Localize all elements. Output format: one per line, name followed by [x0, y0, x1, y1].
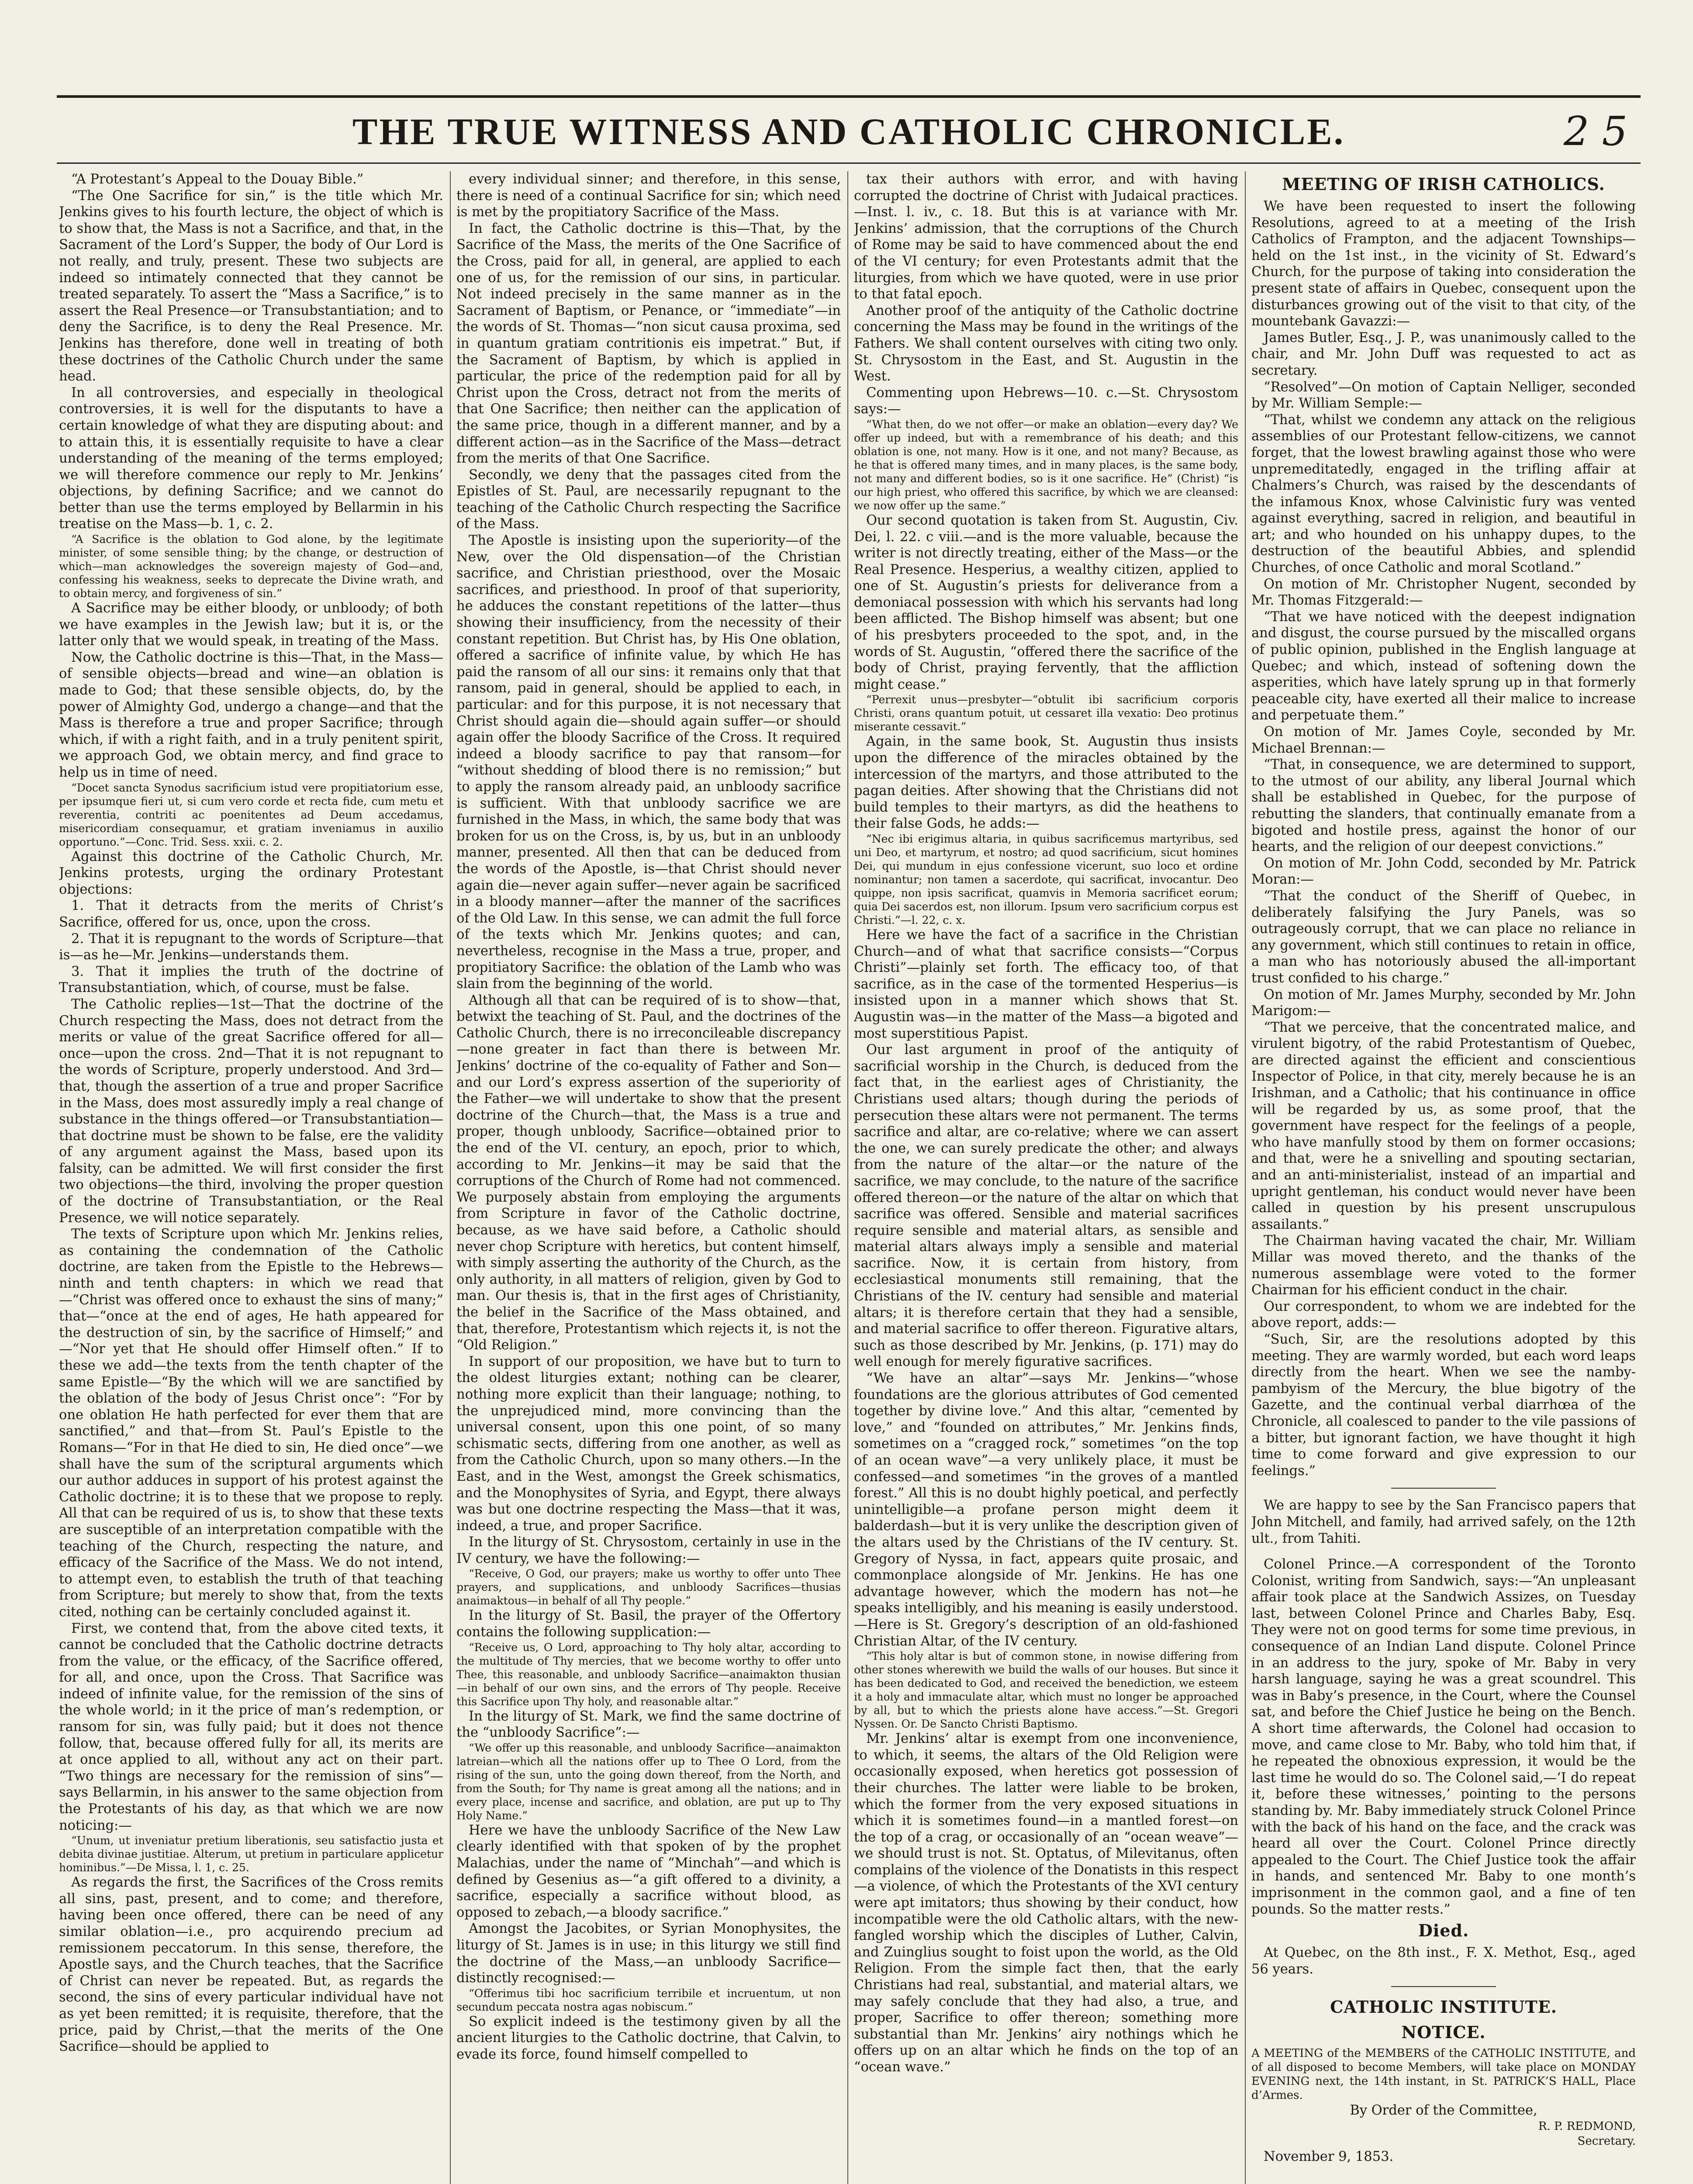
- quotation: “We offer up this reasonable, and unbloody Sacrifice—anaimakton latreian—which all the nations offer up to Thee O Lord, from the rising of the sun, unto the going down thereof, from the North, and from the South; for Thy name is great among all the nations; and in every place, incense and sacrifice, and oblation, are put up to Thy Holy Name.”: [456, 1741, 841, 1822]
- paragraph: Mr. Jenkins’ altar is exempt from one inconvenience, to which, it seems, the altars of the Old Religion were occasionally exposed, when heretics got possession of their churches. The latter were liable to be broken, which the former from the very exposed situations in which it is sometimes found—in a mantled forest—on the top of a crag, or occasionally of an “ocean weave”—we should trust is not. St. Optatus, of Milevitanus, often complains of the violence of the Donatists in this respect—a violence, of which the Protestants of the XVI century were apt imitators; thus showing by their conduct, how incompatible were the old Catholic altars, with the new-fangled worship which the disciples of Luther, Calvin, and Zuinglius sought to foist upon the world, as the Old Religion. From the simple fact then, that the early Christians had real, substantial, and material altars, we may safely conclude that they had also, a true, and proper, Sacrifice to offer thereon; something more substantial than Mr. Jenkins’ airy nothings which he offers up on an altar which he finds on the top of an “ocean wave.”: [854, 1731, 1238, 2075]
- paragraph: In fact, the Catholic doctrine is this—That, by the Sacrifice of the Mass, the merits of the One Sacrifice of the Cross, paid for all, in general, are applied to each one of us, for the remission of our sins, in particular. Not indeed precisely in the same manner as in the Sacrament of Baptism, or Penance, or “immediate”—in the words of St. Thomas—“non sicut causa proxima, sed in quantum gratiam contritionis eis impetrat.” But, if the Sacrament of Baptism, by which is applied in particular, the price of the redemption paid for all by Christ upon the Cross, detract not from the merits of that One Sacrifice; then neither can the application of the same price, though in a different manner, and by a different action—as in the Sacrifice of the Mass—detract from the merits of that One Sacrifice.: [456, 221, 841, 467]
- paragraph: At Quebec, on the 8th inst., F. X. Methot, Esq., aged 56 years.: [1251, 1945, 1636, 1977]
- paragraph: Against this doctrine of the Catholic Church, Mr. Jenkins protests, urging the ordinary Protestant objections:: [59, 849, 443, 897]
- paragraph: On motion of Mr. James Murphy, seconded by Mr. John Marigom:—: [1251, 987, 1636, 1019]
- quotation: “Receive us, O Lord, approaching to Thy holy altar, according to the multitude of Thy mercies, that we become worthy to offer unto Thee, this reasonable, and unbloody Sacrifice—anaimakton thusian—in behalf of our own sins, and the errors of Thy people. Receive this Sacrifice upon Thy holy, and reasonable altar.”: [456, 1641, 841, 1708]
- paragraph: As regards the first, the Sacrifices of the Cross remits all sins, past, present, and to come; and therefore, having been once offered, there can be need of any similar oblation—i.e., pro acquirendo precium ad remissionem peccatorum. In this sense, therefore, the Apostle says, and the Church teaches, that the Sacrifice of Christ can never be repeated. But, as regards the second, the sins of every particular individual have not as yet been remitted; it is requisite, therefore, that the price, paid by Christ,—that the merits of the One Sacrifice—should be applied to: [59, 1875, 443, 2055]
- paragraph: Colonel Prince.—A correspondent of the Toronto Colonist, writing from Sandwich, says:—“An unpleasant affair took place at the Sandwich Assizes, on Tuesday last, between Colonel Prince and Charles Baby, Esq. They were not on good terms for some time previous, in consequence of an Indian Land dispute. Colonel Prince in an address to the jury, spoke of Mr. Baby in very harsh language, saying he was a great scoundrel. This was in Baby’s presence, in the Court, where the Counsel sat, and before the Chief Justice he being on the Bench. A short time afterwards, the Colonel had occasion to move, and came close to Mr. Baby, who told him that, if he repeated the obnoxious expression, it would be the last time he would do so. The Colonel said,—‘I do repeat it, before these witnesses,’ pointing to the persons standing by. Mr. Baby immediately struck Colonel Prince with the back of his hand on the face, and the crack was heard all over the Court. Colonel Prince directly appealed to the Court. The Chief Justice took the affair in hands, and sentenced Mr. Baby to one month’s imprisonment in the common gaol, and a fine of ten pounds. So the matter rests.”: [1251, 1557, 1636, 1917]
- paragraph: Secondly, we deny that the passages cited from the Epistles of St. Paul, are necessarily repugnant to the teaching of the Catholic Church respecting the Sacrifice of the Mass.: [456, 467, 841, 532]
- paragraph: tax their authors with error, and with having corrupted the doctrine of Christ with Judaical practices.—Inst. l. iv., c. 18. But this is at variance with Mr. Jenkins’ admission, that the corruptions of the Church of Rome may be said to have commenced about the end of the VI century; for even Protestants admit that the liturgies, from which we have quoted, were in use prior to that fatal epoch.: [854, 172, 1238, 302]
- paragraph: The texts of Scripture upon which Mr. Jenkins relies, as containing the condemnation of the Catholic doctrine, are taken from the Epistle to the Hebrews—ninth and tenth chapters: in which we read that—“Christ was offered once to exhaust the sins of many;” that—“once at the end of ages, He hath appeared for the destruction of sin, by the sacrifice of Himself;” and—“Nor yet that He should offer Himself often.” If to these we add—the texts from the tenth chapter of the same Epistle—“By the which will we are sanctified by the oblation of the body of Jesus Christ once”: “For by one oblation He hath perfected for ever them that are sanctified,” and that—from St. Paul’s Epistle to the Romans—“For in that He died to sin, He died once”—we shall have the sum of the scriptural arguments which our author adduces in support of his protest against the Catholic doctrine; it is to these that we propose to reply. All that can be required of us is, to show that these texts are susceptible of an interpretation compatible with the teaching of the Church, respecting the nature, and efficacy of the Sacrifice of the Mass. We do not intend, to attempt even, to establish the truth of that teaching from Scripture; but merely to show that, from the texts cited, nothing can be certainly concluded against it.: [59, 1227, 443, 1620]
- paragraph: 1. That it detracts from the merits of Christ’s Sacrifice, offered for us, once, upon the cross.: [59, 898, 443, 930]
- paragraph: “That, in consequence, we are determined to support, to the utmost of our ability, any liberal Journal which shall be established in Quebec, for the purpose of rebutting the slanders, that continually emanate from a bigoted and hostile press, against the honor of our hearts, and the religion of our deepest convictions.”: [1251, 757, 1636, 855]
- paragraph: “That, whilst we condemn any attack on the religious assemblies of our Protestant fellow-citizens, we cannot forget, that the lowest brawling against those who were unpremeditatedly, engaged in the trifling affair at Chalmers’s Church, was raised by the descendants of the infamous Knox, whose Calvinistic fury was vented against everything, sacred in religion, and beautiful in art; and who hounded on his unhappy dupes, to the destruction of the beautiful Abbies, and splendid Churches, of once Catholic and moral Scotland.”: [1251, 412, 1636, 576]
- column-2: [456, 171, 841, 2184]
- column-1: [59, 171, 443, 2184]
- paragraph: On motion of Mr. Christopher Nugent, seconded by Mr. Thomas Fitzgerald:—: [1251, 576, 1636, 608]
- quotation: “A Sacrifice is the oblation to God alone, by the legitimate minister, of some sensible thing; by the change, or destruction of which—man acknowledges the sovereign majesty of God—and, confessing his weakness, seeks to deprecate the Divine wrath, and to obtain mercy, and forgiveness of sin.”: [59, 533, 443, 600]
- notice-signature: R. P. REDMOND,: [1538, 2119, 1636, 2133]
- article-heading: “A Protestant’s Appeal to the Douay Bible.”: [71, 172, 364, 187]
- paragraph: Commenting upon Hebrews—10. c.—St. Chrysostom says:—: [854, 385, 1238, 417]
- notice-order: By Order of the Committee,: [1350, 2103, 1538, 2118]
- paragraph: We have been requested to insert the following Resolutions, agreed to at a meeting of the Irish Catholics of Frampton, and the adjacent Townships—held on the 1st inst., in the vicinity of St. Edward’s Church, for the purpose of taking into consideration the present state of affairs in Quebec, consequent upon the disturbances growing out of the visit to that city, of the mountebank Gavazzi:—: [1251, 199, 1636, 329]
- notice-signature-title: Secretary.: [1577, 2134, 1636, 2148]
- paragraph: The Chairman having vacated the chair, Mr. William Millar was moved thereto, and the thanks of the numerous assemblage were voted to the former Chairman for his efficient conduct in the chair.: [1251, 1233, 1636, 1298]
- paragraph: We are happy to see by the San Francisco papers that John Mitchell, and family, had arrived safely, on the 12th ult., from Tahiti.: [1251, 1498, 1636, 1546]
- paragraph: Again, in the same book, St. Augustin thus insists upon the difference of the miracles obtained by the intercession of the martyrs, and those attributed to the pagan deities. After showing that the Christians did not build temples to their martyrs, as did the heathens to their false Gods, he adds:—: [854, 734, 1238, 832]
- paragraph: Another proof of the antiquity of the Catholic doctrine concerning the Mass may be found in the writings of the Fathers. We shall content ourselves with citing two only. St. Chrysostom in the East, and St. Augustin in the West.: [854, 303, 1238, 384]
- paragraph: On motion of Mr. James Coyle, seconded by Mr. Michael Brennan:—: [1251, 724, 1636, 756]
- paragraph: “That we have noticed with the deepest indignation and disgust, the course pursued by the miscalled organs of public opinion, published in the English language at Quebec; and which, instead of softening down the asperities, which have lately sprung up in that formerly peaceable city, have exerted all their malice to increase and perpetuate them.”: [1251, 609, 1636, 723]
- paragraph: Here we have the unbloody Sacrifice of the New Law clearly identified with that spoken of by the prophet Malachias, under the name of “Minchah”—and which is defined by Gesenius as—“a gift offered to a divinity, a sacrifice, especially a sacrifice without blood, as opposed to zebach,—a bloody sacrifice.”: [456, 1822, 841, 1920]
- column-4: [1251, 171, 1636, 2184]
- quotation: “Unum, ut inveniatur pretium liberationis, seu satisfactio justa et debita divinae justitiae. Alterum, ut pretium in particulare applicetur hominibus.”—De Missa, l. 1, c. 25.: [59, 1834, 443, 1874]
- paragraph: “Resolved”—On motion of Captain Nelliger, seconded by Mr. William Semple:—: [1251, 379, 1636, 411]
- paragraph: In all controversies, and especially in theological controversies, it is well for the disputants to have a certain knowledge of what they are disputing about: and to attain this, it is essentially requisite to have a clear understanding of the meaning of the terms employed; we will therefore commence our reply to Mr. Jenkins’ objections, by defining Sacrifice; and we cannot do better than use the terms employed by Bellarmin in his treatise on the Mass—b. 1, c. 2.: [59, 385, 443, 532]
- meeting-heading: MEETING OF IRISH CATHOLICS.: [1282, 174, 1605, 194]
- paragraph: In support of our proposition, we have but to turn to the oldest liturgies extant; nothing can be clearer, nothing more explicit than their language; nothing, to the unprejudiced mind, more convincing than the universal consent, upon this one point, of so many schismatic sects, differing from one another, as well as from the Catholic Church, upon so many others.—In the East, and in the West, amongst the Greek schismatics, and the Monophysites of Syria, and Egypt, there always was but one doctrine respecting the Mass—that it was, indeed, a true, and proper Sacrifice.: [456, 1354, 841, 1534]
- masthead-top-rule: [57, 95, 1641, 98]
- section-divider: [1391, 1986, 1496, 1987]
- paragraph: “That the conduct of the Sheriff of Quebec, in deliberately falsifying the Jury Panels, was so outrageously corrupt, that we can place no reliance in any government, which still continues to retain in office, a man who has notoriously abused the all-important trust confided to his charge.”: [1251, 888, 1636, 986]
- paragraph: On motion of Mr. John Codd, seconded by Mr. Patrick Moran:—: [1251, 855, 1636, 888]
- paragraph: 3. That it implies the truth of the doctrine of Transubstantiation, which, of course, must be false.: [59, 964, 443, 996]
- paragraph: So explicit indeed is the testimony given by all the ancient liturgies to the Catholic doctrine, that Calvin, to evade its force, found himself compelled to: [456, 2014, 841, 2062]
- paragraph: “The One Sacrifice for sin,” is the title which Mr. Jenkins gives to his fourth lecture, the object of which is to show that, the Mass is not a Sacrifice, and that, in the Sacrament of the Lord’s Supper, the body of Our Lord is not really, and truly, present. These two subjects are indeed so intimately connected that they cannot be treated separately. To assert the “Mass a Sacrifice,” is to assert the Real Presence—or Transubstantiation; and to deny the Sacrifice, is to deny the Real Presence. Mr. Jenkins has therefore, done well in treating of both these doctrines of the Catholic Church under the same head.: [59, 188, 443, 384]
- quotation: “Perrexit unus—presbyter—“obtulit ibi sacrificium corporis Christi, orans quantum potuit, ut cessaret illa vexatio: Deo protinus miserante cessavit.”: [854, 693, 1238, 733]
- paragraph: First, we contend that, from the above cited texts, it cannot be concluded that the Catholic doctrine detracts from the value, or the efficacy, of the Sacrifice offered, for all, and once, upon the Cross. That Sacrifice was indeed of infinite value, for the remission of the sins of the whole world; in it the price of man’s redemption, or ransom for sin, was fully paid; but it does not thence follow, that, because offered fully for all, its merits are at once applied to all, without any act on their part. “Two things are necessary for the remission of sins”—says Bellarmin, in his answer to the same objection from the Protestants of his day, as that which we are now noticing:—: [59, 1621, 443, 1833]
- page-columns: [59, 171, 1636, 2184]
- paragraph: The Apostle is insisting upon the superiority—of the New, over the Old dispensation—of the Christian sacrifice, and Christian priesthood, over the Mosaic sacrifices, and priesthood. In proof of that superiority, he adduces the constant repetitions of the latter—thus showing their insufficiency, from the necessity of their constant repetition. But Christ has, by His One oblation, offered a sacrifice of infinite value, by which He has paid the ransom of all our sins: it remains only that that ransom, paid in general, should be applied to each, in particular: and for this purpose, it is not necessary that Christ should again die—should again suffer—or should again offer the bloody Sacrifice of the Cross. It required indeed a bloody sacrifice to pay that ransom—for “without shedding of blood there is no remission;” but to apply the ransom already paid, an unbloody sacrifice is sufficient. With that unbloody sacrifice we are furnished in the Mass, in which, the same body that was broken for us on the Cross, is, by us, but in an unbloody manner, presented. All then that can be deduced from the words of the Apostle, is—that Christ should never again die—never again suffer—never again be sacrificed in a bloody manner—after the manner of the sacrifices of the Old Law. In this sense, we can admit the full force of the texts which Mr. Jenkins quotes; and can, nevertheless, recognise in the Mass a true, proper, and propitiatory Sacrifice: the oblation of the Lamb who was slain from the beginning of the world.: [456, 533, 841, 992]
- died-heading: Died.: [1418, 1921, 1469, 1941]
- paragraph: Our second quotation is taken from St. Augustin, Civ. Dei, l. 22. c viii.—and is the more valuable, because the writer is not directly treating, either of the Mass—or the Real Presence. Hesperius, a wealthy citizen, applied to one of St. Augustin’s priests for deliverance from a demoniacal possession with which his servants had long been afflicted. The Bishop himself was absent; but one of his presbyters proceeded to the spot, and, in the words of St. Augustin, “offered there the sacrifice of the body of Christ, praying fervently, that the affliction might cease.”: [854, 512, 1238, 692]
- paragraph: Now, the Catholic doctrine is this—That, in the Mass—of sensible objects—bread and wine—an oblation is made to God; that these sensible objects, do, by the power of Almighty God, undergo a change—and that the Mass is therefore a true and proper Sacrifice; through which, if with a right faith, and in a truly penitent spirit, we approach God, we obtain mercy, and find grace to help us in time of need.: [59, 650, 443, 780]
- paragraph: In the liturgy of St. Mark, we find the same doctrine of the “unbloody Sacrifice”:—: [456, 1708, 841, 1741]
- paragraph: “We have an altar”—says Mr. Jenkins—“whose foundations are the glorious attributes of God cemented together by divine love.” And this altar, “cemented by love,” and “founded on attributes,” Mr. Jenkins finds, sometimes on a “cragged rock,” sometimes “on the top of an ocean wave”—a very unlikely place, it must be confessed—and sometimes “in the groves of a mantled forest.” All this is no doubt highly poetical, and perfectly unintelligible—a profane person might deem it balderdash—but it is very unlike the description given of the altars used by the Christians of the IV century. St. Gregory of Nyssa, in fact, appears quite prosaic, and commonplace alongside of Mr. Jenkins. He has one advantage however, which the modern has not—he speaks intelligibly, and his meaning is easily understood.—Here is St. Gregory’s description of an old-fashioned Christian Altar, of the IV century.: [854, 1371, 1238, 1649]
- paragraph: Amongst the Jacobites, or Syrian Monophysites, the liturgy of St. James is in use; in this liturgy we still find the doctrine of the Mass,—an unbloody Sacrifice—distinctly recognised:—: [456, 1921, 841, 1986]
- paragraph: James Butler, Esq., J. P., was unanimously called to the chair, and Mr. John Duff was requested to act as secretary.: [1251, 330, 1636, 378]
- quotation: “Nec ibi erigimus altaria, in quibus sacrificemus martyribus, sed uni Deo, et martyrum, et nostro; ad quod sacrificium, sicut homines Dei, qui mundum in ejus confessione vicerunt, suo loco et ordine nominantur; non tamen a sacerdote, qui sacrificat, invocantur. Deo quippe, non ipsis sacrificat, quamvis in Memoria sacrificet eorum; quia Dei sacerdos est, non illorum. Ipsum vero sacrificium corpus est Christi.”—l. 22, c. x.: [854, 833, 1238, 926]
- paragraph: 2. That it is repugnant to the words of Scripture—that is—as he—Mr. Jenkins—understands them.: [59, 931, 443, 963]
- quotation: “What then, do we not offer—or make an oblation—every day? We offer up indeed, but with a remembrance of his death; and this oblation is one, not many. How is it one, and not many? Because, as he that is offered many times, and in many places, is the same body, not many and different bodies, so is it one sacrifice. He” (Christ) “is our high priest, who offered this sacrifice, by which we are cleansed: we now offer up the same.”: [854, 418, 1238, 512]
- quotation: “Docet sancta Synodus sacrificium istud vere propitiatorium esse, per ipsumque fieri ut, si cum vero corde et recta fide, cum metu et reverentia, contriti ac poenitentes ad Deum accedamus, misericordiam consequamur, et gratiam inveniamus in auxilio opportuno.”—Conc. Trid. Sess. xxii. c. 2.: [59, 781, 443, 848]
- paragraph: Although all that can be required of is to show—that, betwixt the teaching of St. Paul, and the doctrines of the Catholic Church, there is no irreconcileable discrepancy—none greater in fact than there is between Mr. Jenkins’ doctrine of the co-equality of Father and Son—and our Lord’s express assertion of the superiority of the Father—we will undertake to show that the present doctrine of the Church—that, the Mass is a true and proper, though unbloody, Sacrifice—obtained prior to the end of the VI. century, an epoch, prior to which, according to Mr. Jenkins—it may be said that the corruptions of the Church of Rome had not commenced. We purposely abstain from employing the arguments from Scripture in favor of the Catholic doctrine, because, as we have said before, a Catholic should never chop Scripture with heretics, but content himself, with simply asserting the authority of the Church, as the only authority, in all matters of religion, given by God to man. Our thesis is, that in the first ages of Christianity, the belief in the Sacrifice of the Mass obtained, and that, therefore, Protestantism which rejects it, is not the “Old Religion.”: [456, 992, 841, 1353]
- notice-date: November 9, 1853.: [1264, 2149, 1394, 2164]
- paragraph: Here we have the fact of a sacrifice in the Christian Church—and of what that sacrifice consists—“Corpus Christi”—plainly set forth. The efficacy too, of that sacrifice, as in the case of the tormented Hesperius—is insisted upon in a manner which shows that St. Augustin was—in the matter of the Mass—a bigoted and most superstitious Papist.: [854, 927, 1238, 1041]
- masthead: [57, 103, 1641, 160]
- paragraph: every individual sinner; and therefore, in this sense, there is need of a continual Sacrifice for sin; which need is met by the propitiatory Sacrifice of the Mass.: [456, 172, 841, 220]
- paragraph: In the liturgy of St. Basil, the prayer of the Offertory contains the following supplication:—: [456, 1608, 841, 1640]
- paragraph: The Catholic replies—1st—That the doctrine of the Church respecting the Mass, does not detract from the merits or value of the great Sacrifice offered for all—once—upon the cross. 2nd—That it is not repugnant to the words of Scripture, properly understood. And 3rd—that, though the assertion of a true and proper Sacrifice in the Mass, does most assuredly imply a real change of substance in the things offered—or Transubstantiation—that doctrine must be shown to be false, ere the validity of any argument against the Mass, based upon its falsity, can be admitted. We will first consider the first two objections—the third, involving the proper question of the doctrine of Transubstantiation, or the Real Presence, we will notice separately.: [59, 996, 443, 1226]
- paragraph: Our last argument in proof of the antiquity of sacrificial worship in the Church, is deduced from the fact that, in the earliest ages of Christianity, the Christians used altars; though during the periods of persecution these altars were not permanent. The terms sacrifice and altar, are co-relative; where we can assert the one, we can surely predicate the other; and always from the nature of the altar—or the nature of the sacrifice, we may conclude, to the nature of the sacrifice offered thereon—or the nature of the altar on which that sacrifice was offered. Sensible and material sacrifices require sensible and material altars, as sensible and material altars always imply a sensible and material sacrifice. Now, it is certain from history, from ecclesiastical monuments still remaining, that the Christians of the IV. century had sensible and material altars; it is therefore certain that they had a sensible, and material sacrifice to offer thereon. Figurative altars, such as those described by Mr. Jenkins, (p. 171) may do well enough for merely figurative sacrifices.: [854, 1042, 1238, 1370]
- paragraph: In the liturgy of St. Chrysostom, certainly in use in the IV century, we have the following:—: [456, 1534, 841, 1566]
- quotation: “Receive, O God, our prayers; make us worthy to offer unto Thee prayers, and supplications, and unbloody Sacrifices—thusias anaimaktous—in behalf of all Thy people.”: [456, 1567, 841, 1607]
- newspaper-title: THE TRUE WITNESS AND CATHOLIC CHRONICLE.: [352, 111, 1345, 152]
- paragraph: “That we perceive, that the concentrated malice, and virulent bigotry, of the rabid Protestantism of Quebec, are directed against the efficient and conscientious Inspector of Police, in that city, merely because he is an Irishman, and a Catholic; that his continuance in office will be regarded by us, as some proof, that the government have respect for the feelings of a people, who have manfully stood by them on former occasions; and that, were he a snivelling and spouting sectarian, and an anti-ministerialist, instead of an impartial and upright gentleman, his conduct would never have been called in question by his present unscrupulous assailants.”: [1251, 1019, 1636, 1232]
- section-divider: [1391, 1488, 1496, 1489]
- page-number: 2 5: [1563, 108, 1627, 155]
- paragraph: “Such, Sir, are the resolutions adopted by this meeting. They are warmly worded, but each word leaps directly from the heart. When we see the namby-pambyism of the Mercury, the blue bigotry of the Gazette, and the continual verbal diarrhœa of the Chronicle, all coalesced to pander to the vile passions of a bitter, but ignorant faction, we have thought it high time to come forward and give expression to our feelings.”: [1251, 1331, 1636, 1479]
- notice-body: A MEETING of the MEMBERS of the CATHOLIC INSTITUTE, and of all disposed to become Members, will take place on MONDAY EVENING next, the 14th instant, in St. PATRICK’S HALL, Place d’Armes.: [1251, 2047, 1636, 2102]
- quotation: “Offerimus tibi hoc sacrificium terribile et incruentum, ut non secundum peccata nostra agas nobiscum.”: [456, 1987, 841, 2013]
- institute-heading: CATHOLIC INSTITUTE.: [1330, 1997, 1557, 2017]
- masthead-bottom-rule: [57, 162, 1641, 164]
- notice-heading: NOTICE.: [1401, 2022, 1486, 2042]
- paragraph: A Sacrifice may be either bloody, or unbloody; of both we have examples in the Jewish law; but it is, or the latter only that we would speak, in treating of the Mass.: [59, 601, 443, 649]
- quotation: “This holy altar is but of common stone, in nowise differing from other stones wherewith we build the walls of our houses. But since it has been dedicated to God, and received the benediction, we esteem it a holy and immaculate altar, which must no longer be approached by all, but to which the priests alone have access.”—St. Gregori Nyssen. Or. De Sancto Christi Baptismo.: [854, 1650, 1238, 1731]
- paragraph: Our correspondent, to whom we are indebted for the above report, adds:—: [1251, 1299, 1636, 1331]
- column-3: [854, 171, 1238, 2184]
